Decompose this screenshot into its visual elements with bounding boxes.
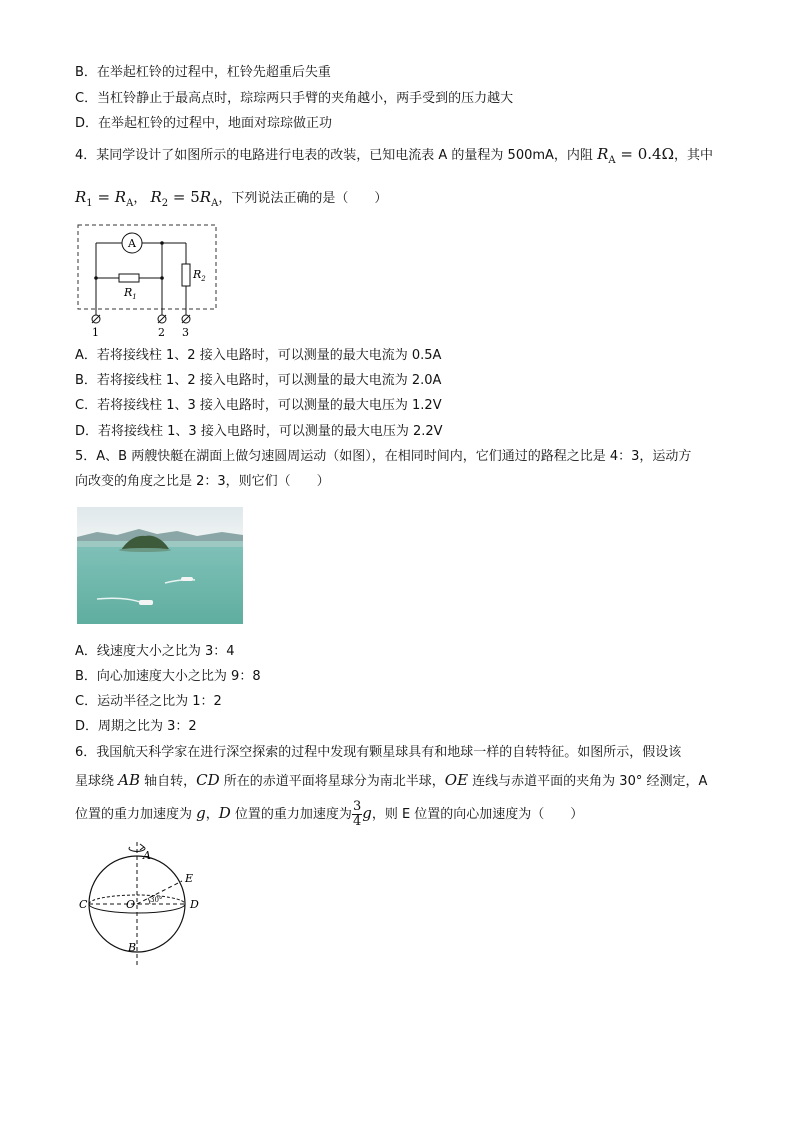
q4-option-c: C．若将接线柱 1、3 接入电路时，可以测量的最大电压为 1.2V <box>75 398 442 413</box>
q4-ra-symbol: $R_A = 0.4\Omega$ <box>597 145 675 166</box>
q3-option-c: C．当杠铃静止于最高点时，琮琮两只手臂的夹角越小，两手受到的压力越大 <box>75 91 514 106</box>
svg-text:1: 1 <box>92 326 99 339</box>
q6-planet-diagram <box>78 838 208 968</box>
terminal-1 <box>92 310 100 339</box>
q6-stem-line2: 星球绕 AB 轴自转，CD 所在的赤道平面将星球分为南北半球，OE 连线与赤道平面的夹角为 30° 经测定，A <box>75 771 708 789</box>
label-o: O <box>126 898 136 911</box>
q5-stem-line2: 向改变的角度之比是 2：3，则它们（ ） <box>75 474 330 489</box>
q5-option-d: D．周期之比为 3：2 <box>75 719 197 734</box>
label-e: E <box>185 872 194 885</box>
label-b: B <box>128 941 137 954</box>
q4-option-b: B．若将接线柱 1、2 接入电路时，可以测量的最大电流为 2.0A <box>75 373 442 388</box>
r1-resistor <box>119 274 139 282</box>
terminal-3 <box>182 310 190 339</box>
q6-fraction: $\frac{3}{4}$ <box>352 799 362 829</box>
q5-lake-photo <box>77 507 243 624</box>
label-a: A <box>143 849 151 862</box>
q4-cond1: $R_1 = R_A$ <box>75 188 134 209</box>
label-d: D <box>190 898 199 911</box>
q4-option-a: A．若将接线柱 1、2 接入电路时，可以测量的最大电流为 0.5A <box>75 348 442 363</box>
q5-option-a: A．线速度大小之比为 3：4 <box>75 644 235 659</box>
svg-text:30°: 30° <box>150 896 163 904</box>
svg-text:3: 3 <box>182 326 189 339</box>
q3-option-d: D．在举起杠铃的过程中，地面对琮琮做正功 <box>75 116 333 131</box>
ammeter-label: A <box>128 237 136 250</box>
q5-option-b: B．向心加速度大小之比为 9：8 <box>75 669 261 684</box>
boat-a <box>181 577 193 581</box>
boat-b <box>139 600 153 605</box>
q4-cond2: $R_2 = 5R_A$ <box>150 188 219 209</box>
circuit-dashed-box <box>78 225 216 309</box>
q4-stem-line2: $R_1 = R_A$， $R_2 = 5R_A$，下列说法正确的是（ ） <box>75 188 388 209</box>
q6-stem-line1: 6．我国航天科学家在进行深空探索的过程中发现有颗星球具有和地球一样的自转特征。如图所示，假设该 <box>75 745 682 760</box>
label-c: C <box>79 898 88 911</box>
r2-label: $R_2$ <box>193 268 206 283</box>
q4-stem-line1: 4．某同学设计了如图所示的电路进行电表的改装，已知电流表 A 的量程为 500mA，内阻 $R_A = 0.4\Omega$，其中 <box>75 145 714 166</box>
terminal-2 <box>158 310 166 339</box>
q6-stem-line3: 位置的重力加速度为 g，D 位置的重力加速度为 $\frac{3}{4}$ g，则 E 位置的向心加速度为（ ） <box>75 799 584 829</box>
q5-option-c: C．运动半径之比为 1：2 <box>75 694 222 709</box>
q5-stem-line1: 5．A、B 两艘快艇在湖面上做匀速圆周运动（如图），在相同时间内，它们通过的路程之比是 4：3，运动方 <box>75 449 692 464</box>
svg-text:2: 2 <box>158 326 165 339</box>
r1-label: $R_1$ <box>124 286 137 301</box>
q4-circuit-diagram <box>74 222 224 342</box>
r2-resistor <box>182 264 190 286</box>
q4-option-d: D．若将接线柱 1、3 接入电路时，可以测量的最大电压为 2.2V <box>75 424 443 439</box>
q3-option-b: B．在举起杠铃的过程中，杠铃先超重后失重 <box>75 65 331 80</box>
